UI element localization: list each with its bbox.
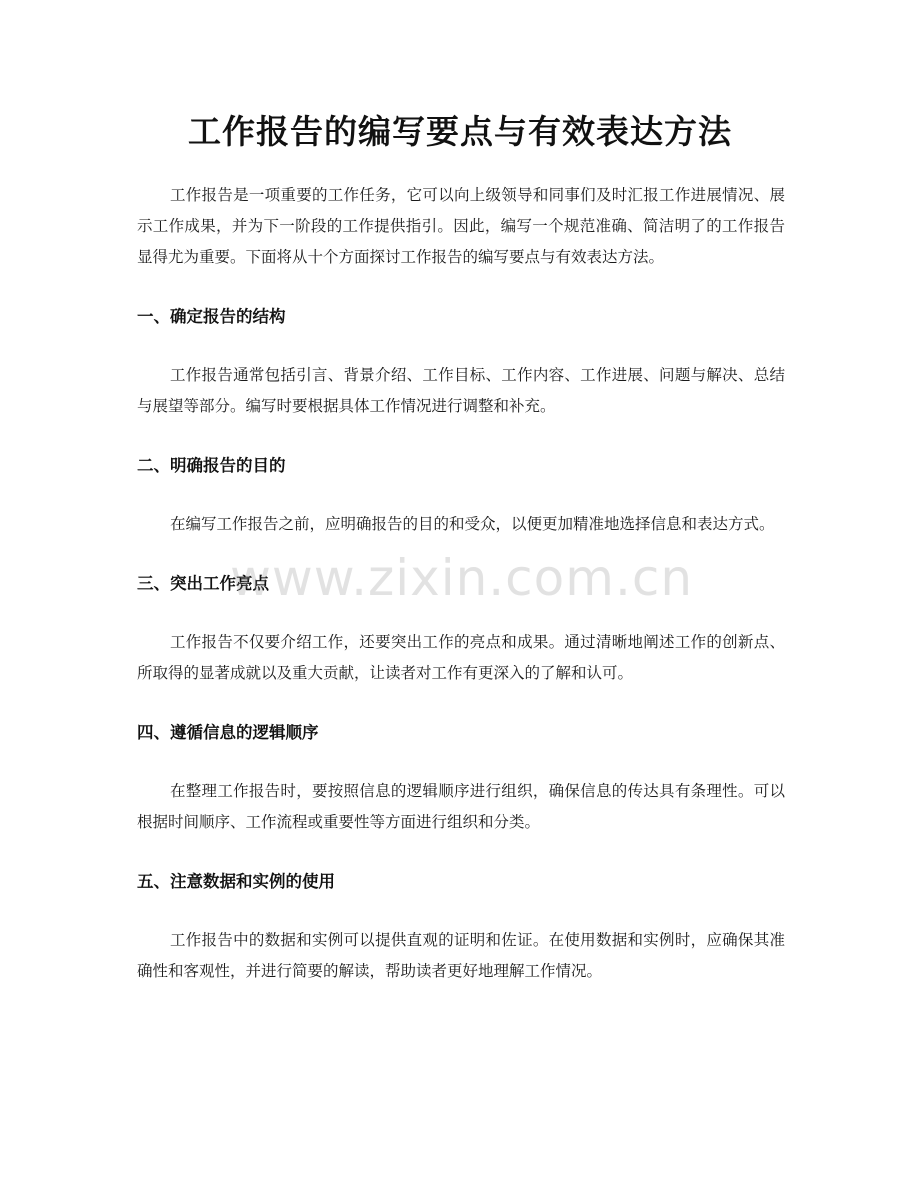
section-body-5: 工作报告中的数据和实例可以提供直观的证明和佐证。在使用数据和实例时，应确保其准确性和客观性，并进行简要的解读，帮助读者更好地理解工作情况。 [137,931,785,980]
section-body-2: 在编写工作报告之前，应明确报告的目的和受众，以便更加精准地选择信息和表达方式。 [170,515,775,533]
section-heading-3: 三、突出工作亮点 [137,574,269,593]
section-heading-1: 一、确定报告的结构 [137,307,286,326]
section-body-4: 在整理工作报告时，要按照信息的逻辑顺序进行组织，确保信息的传达具有条理性。可以根据时间顺序、工作流程或重要性等方面进行组织和分类。 [137,782,785,831]
document-title: 工作报告的编写要点与有效表达方法 [188,112,732,151]
section-heading-4: 四、遵循信息的逻辑顺序 [137,723,319,742]
section-heading-2: 二、明确报告的目的 [137,456,286,475]
section-heading-5: 五、注意数据和实例的使用 [137,872,335,891]
watermark-text: www.zixin.com.cn [230,549,694,607]
section-body-1: 工作报告通常包括引言、背景介绍、工作目标、工作内容、工作进展、问题与解决、总结与展望等部分。编写时要根据具体工作情况进行调整和补充。 [137,366,785,415]
intro-paragraph: 工作报告是一项重要的工作任务，它可以向上级领导和同事们及时汇报工作进展情况、展示工作成果，并为下一阶段的工作提供指引。因此，编写一个规范准确、简洁明了的工作报告显得尤为重要。下面将从十个方面探讨工作报告的编写要点与有效表达方法。 [137,186,785,266]
section-body-3: 工作报告不仅要介绍工作，还要突出工作的亮点和成果。通过清晰地阐述工作的创新点、所取得的显著成就以及重大贡献，让读者对工作有更深入的了解和认可。 [137,633,785,682]
document-body [137,180,785,987]
